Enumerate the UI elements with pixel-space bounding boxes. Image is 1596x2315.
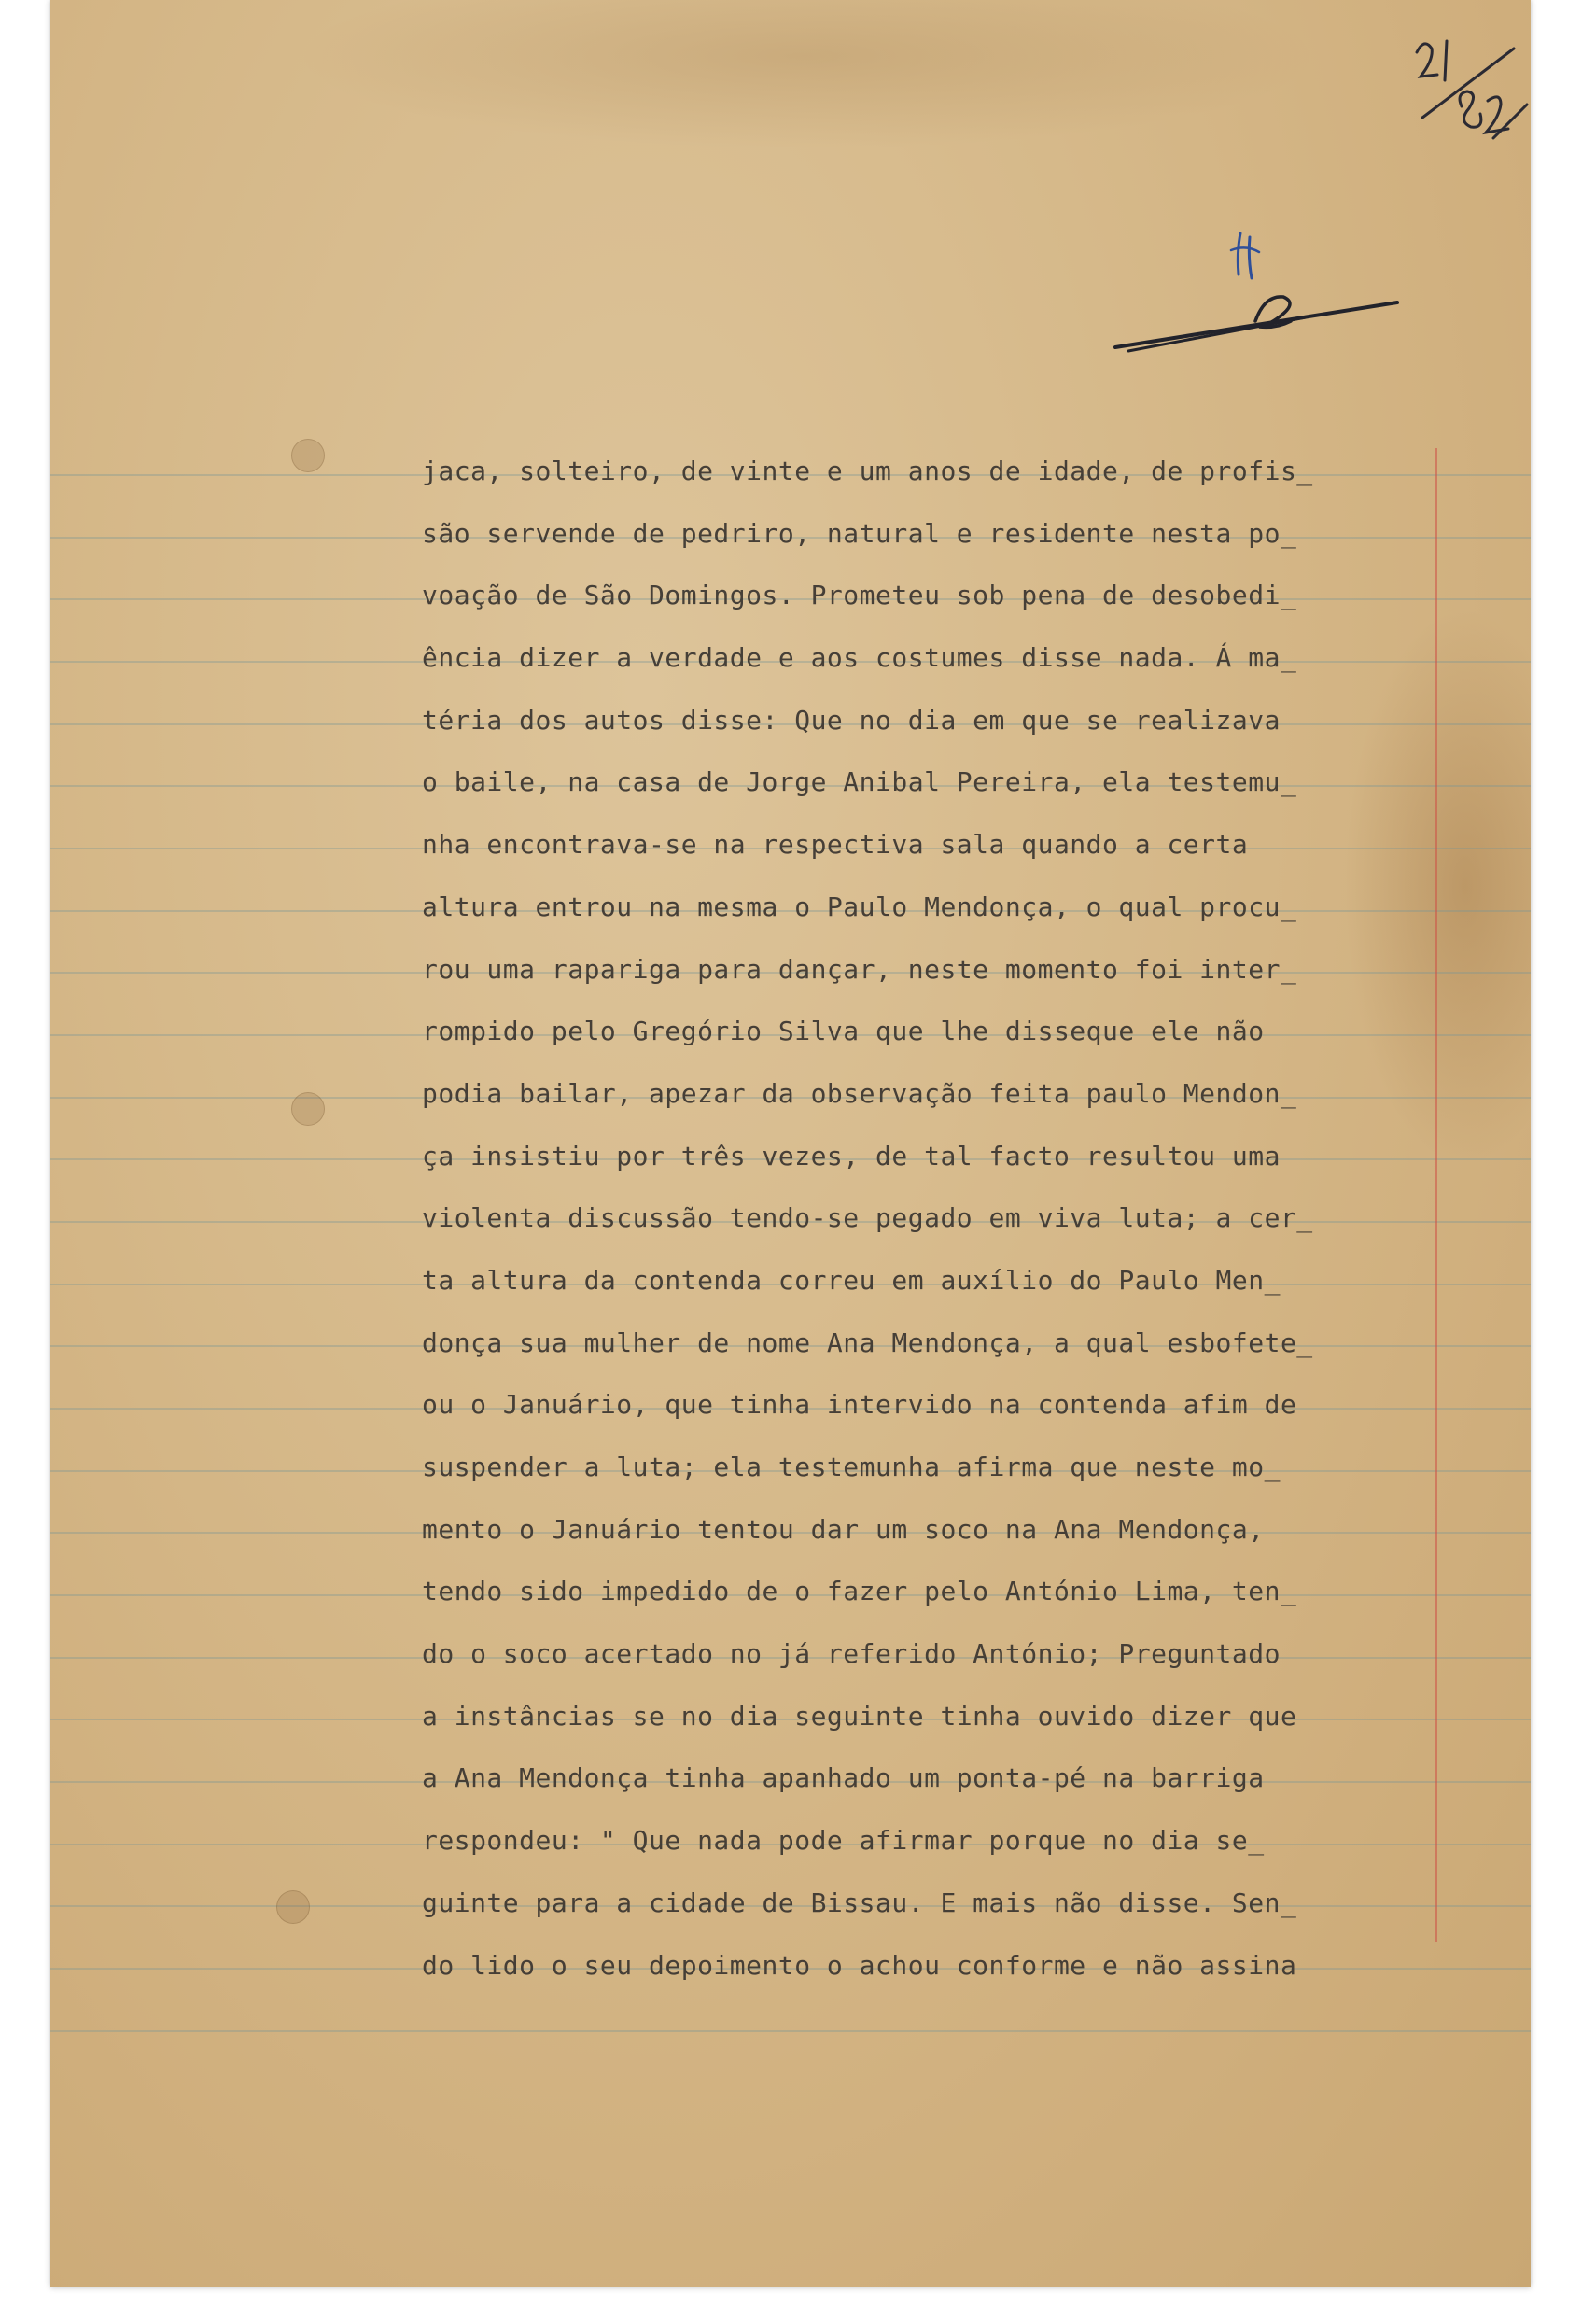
text-line: voação de São Domingos. Prometeu sob pena de desobedi_ — [422, 580, 1297, 611]
binding-hole — [276, 1890, 310, 1924]
text-line: podia bailar, apezar da observação feita paulo Mendon_ — [422, 1077, 1297, 1109]
text-line: téria dos autos disse: Que no dia em que se realizava — [422, 704, 1281, 736]
binding-hole — [291, 439, 325, 472]
text-line: a Ana Mendonça tinha apanhado um ponta-pé na barriga — [422, 1762, 1265, 1794]
text-line: do lido o seu depoimento o achou conforme e não assina — [422, 1949, 1297, 1981]
text-line: violenta discussão tendo-se pegado em viva luta; a cer_ — [422, 1202, 1313, 1234]
text-line: donça sua mulher de nome Ana Mendonça, a qual esbofete_ — [422, 1326, 1313, 1358]
rubric-signature — [1100, 224, 1418, 364]
water-stain-top — [293, 0, 1320, 149]
text-line: são servende de pedriro, natural e residente nesta po_ — [422, 517, 1297, 549]
text-line: do o soco acertado no já referido António; Preguntado — [422, 1638, 1281, 1670]
text-line: suspender a luta; ela testemunha afirma que neste mo_ — [422, 1452, 1281, 1482]
text-line: guinte para a cidade de Bissau. E mais não disse. Sen_ — [422, 1887, 1297, 1918]
text-line: tendo sido impedido de o fazer pelo António Lima, ten_ — [422, 1576, 1297, 1607]
text-line: rompido pelo Gregório Silva que lhe disseque ele não — [422, 1016, 1265, 1047]
text-line: a instâncias se no dia seguinte tinha ouvido dizer que — [422, 1700, 1297, 1732]
text-line: rou uma rapariga para dançar, neste momento foi inter_ — [422, 953, 1297, 985]
ruled-line — [50, 2030, 1531, 2032]
typed-text-block — [422, 441, 1495, 1997]
text-line: respondeu: " Que nada pode afirmar porque no dia se_ — [422, 1825, 1265, 1857]
binding-hole — [291, 1092, 325, 1126]
text-line: altura entrou na mesma o Paulo Mendonça, o qual procu_ — [422, 891, 1297, 922]
text-line: ência dizer a verdade e aos costumes disse nada. Á ma_ — [422, 642, 1297, 674]
text-line: nha encontrava-se na respectiva sala quando a certa — [422, 829, 1249, 861]
text-line: o baile, na casa de Jorge Anibal Pereira, ela testemu_ — [422, 766, 1297, 798]
text-line: ça insistiu por três vezes, de tal facto resultou uma — [422, 1140, 1281, 1172]
text-line: ta altura da contenda correu em auxílio do Paulo Men_ — [422, 1264, 1281, 1296]
document-page — [50, 0, 1531, 2287]
text-line: jaca, solteiro, de vinte e um anos de idade, de profis_ — [422, 456, 1313, 486]
text-line: mento o Januário tentou dar um soco na Ana Mendonça, — [422, 1513, 1265, 1545]
text-line: ou o Januário, que tinha intervido na contenda afim de — [422, 1389, 1297, 1421]
handwritten-folio-number — [1404, 28, 1531, 159]
